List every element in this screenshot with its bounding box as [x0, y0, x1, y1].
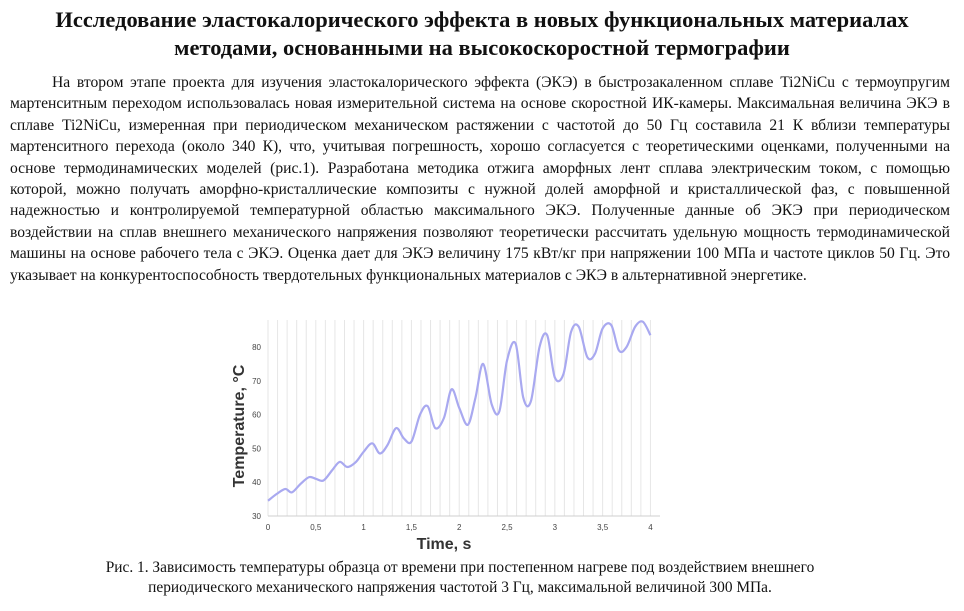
x-tick-label: 2,5: [501, 523, 513, 532]
y-tick-label: 50: [252, 444, 261, 454]
temperature-time-chart: [224, 312, 664, 554]
caption-line-2: периодического механического напряжения частотой 3 Гц, максимальной величиной 300 МПа.: [148, 579, 772, 596]
title-line-1: Исследование эластокалорического эффекта в новых функциональных материалах: [55, 7, 909, 32]
body-paragraph: На втором этапе проекта для изучения эластокалорического эффекта (ЭКЭ) в быстрозакаленном сплаве Ti2NiCu с термоупругим мартенситным переходом использовалась новая измерительной система на основе скоростной ИК-камеры. Максимальная величина ЭКЭ в сплаве Ti2NiCu, измеренная при периодическом механическом растяжении с частотой до 50 Гц составила 21 К вблизи температуры мартенситного перехода (около 340 К), что, учитывая погрешность, хорошо согласуется с теоретическими оценками, полученными на основе термодинамических моделей (рис.1). Разработана методика отжига аморфных лент сплава электрическим током, с помощью которой, можно получать аморфно-кристаллические композиты с нужной долей аморфной и кристаллической фаз, с повышенной надежностью и контролируемой температурной областью максимального ЭКЭ. Полученные данные об ЭКЭ при периодическом воздействии на сплав внешнего механического напряжения позволяют теоретически рассчитать удельную мощность термодинамической машины на основе рабочего тела с ЭКЭ. Оценка дает для ЭКЭ величину 175 кВт/кг при напряжении 100 МПа и частоте циклов 50 Гц. Это указывает на конкурентоспособность твердотельных функциональных материалов с ЭКЭ в альтернативной энергетике.: [10, 74, 950, 284]
title-line-2: методами, основанными на высокоскоростной термографии: [174, 35, 790, 60]
paper-title: [0, 6, 964, 62]
figure-caption: [40, 558, 880, 598]
x-axis-label: Time, s: [416, 536, 472, 553]
chart-grid: [268, 320, 650, 516]
x-tick-label: 4: [648, 523, 653, 532]
y-tick-label: 60: [252, 410, 261, 420]
x-tick-label: 3: [552, 523, 558, 532]
caption-line-1: Рис. 1. Зависимость температуры образца от времени при постепенном нагреве под воздействием внешнего: [105, 559, 815, 576]
x-tick-label: 0,5: [310, 523, 322, 532]
chart-labels: [231, 343, 653, 553]
y-tick-label: 30: [252, 512, 261, 521]
y-tick-label: 80: [252, 343, 261, 353]
x-tick-label: 3,5: [597, 523, 609, 532]
x-tick-label: 1,5: [405, 523, 417, 532]
y-axis-label: Temperature, °C: [231, 364, 248, 488]
x-tick-label: 1: [361, 523, 366, 532]
x-tick-label: 0: [265, 523, 271, 532]
y-tick-label: 70: [252, 376, 261, 386]
x-tick-label: 2: [456, 523, 462, 532]
y-tick-label: 40: [252, 478, 261, 488]
